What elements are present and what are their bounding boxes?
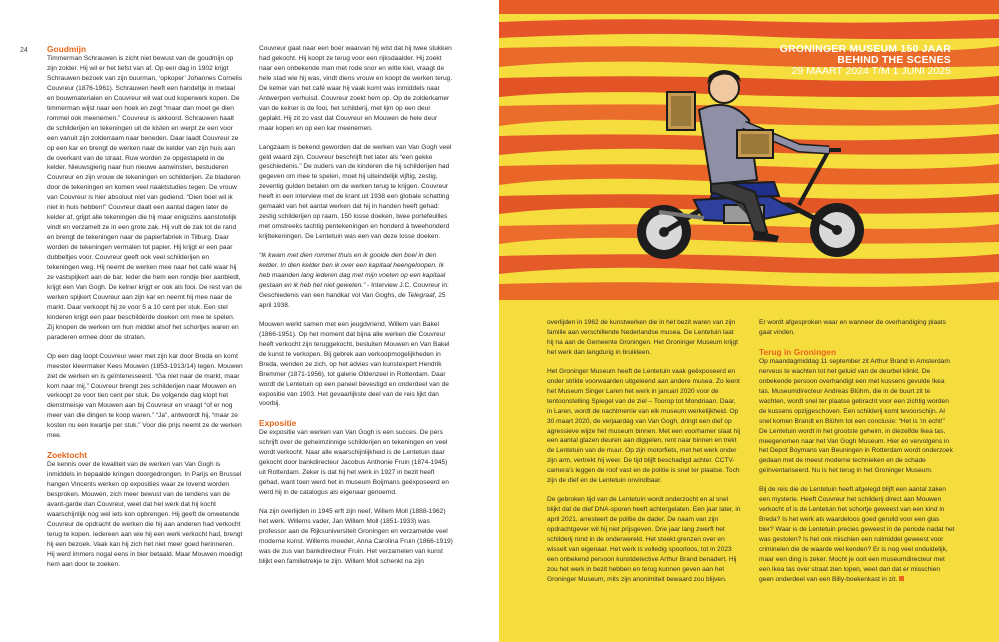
paragraph: Op een dag loopt Couvreur weer met zijn kar door Breda en komt meester kleermaker Kees Mouwen (1853-1913/14) tegen. Mouwen ziet de werken en is geïnteresseerd. “Ga niet naar de markt, maar kom naar mij.” Couvreur brengt zes schilderijen naar Mouwen en verkoopt ze voor tien cent per stuk. De volgende dag klopt het dienstmeisje van Mouwen aan bij Couvreur en vraagt “of er nog meer van die dingen te koop waren.” “Ja”, antwoordt hij, “maar ze kosten nu een kwartje per stuk.” Voor die prijs neemt ze de werken mee. — [47, 352, 243, 440]
paragraph: Langzaam is bekend geworden dat de werken van Van Gogh veel geld waard zijn. Couvreur beschrijft het later als “een gekke geschiedenis.” De ouders van de kinderen die hij schilderijen had gegeven om mee te spelen, moet hij uiteindelijk vijftig, zestig, zeventig gulden betalen om de werken terug te krijgen. Couvreur heeft in een interview met de krant uit 1938 een globale schatting gemaakt van het aantal werken dat hij in handen heeft gehad: zestig schilderijen op raam, 150 losse doeken, twee portefeuilles met omstreeks tachtig pentekeningen en honderd à tweehonderd krijttekeningen. De Lentetuin was een van deze losse doeken. — [259, 143, 452, 241]
paragraph: Er wordt afgesproken waar en wanneer de overhandiging plaats gaat vinden. — [759, 319, 946, 336]
paragraph: De expositie van werken van Van Gogh is een succes. De pers schrijft over de geheimzinnige schilderijen en tekeningen en veel wordt verkocht. Naar alle waarschijnlijkheid is de Lentetuin daar gekocht door bankdirecteur Jacobus Anthonie Fruin (1874-1945) uit Rotterdam. Zeker is dat hij het werk in 1927 in bezit heeft gehad, want toen werd het in museum Boijmans geëxposeerd en werd hij in de catalogus als eigenaar genoemd. — [259, 429, 449, 497]
pull-quote — [259, 251, 453, 311]
paragraph: Na zijn overlijden in 1945 erft zijn neef, Willem Moll (1888-1962) het werk. Willems vader, Jan Willem Moll (1851-1933) was professor aan de Rijksuniversiteit Groningen en verzamelde veel moderne kunst. Willems moeder, Anna Carolina Fruin (1866-1919) was de zus van bankdirecteur Fruin. Het verzamelen van kunst blijkt een familietrekje te zijn. Willem Moll schenkt na zijn — [259, 508, 453, 565]
paragraph-text: Bij de reis die de Lentetuin heeft afgelegd blijft een aantal zaken een mysterie. Heeft Couvreur het schilderij direct aan Mouwen verkocht of is de Lentetuin het schortje geweest van een kind in Breda? Is het werk als waardeloos goed geruild voor een glas bier? Waar is de Lentetuin precies geweest in de periode nadat het was gestolen? Is het ook mischien een ruilmiddel geweest voor criminelen die de waarde wel kenden? Er is nog veel onduidelijk, maar een ding is zeker. Mocht je ooit een museumdirecteur met een Ikea tas over straat zien lopen, weet dan dat er misschien geen onderdeel van een Billy-boekenkast in zit. — [759, 486, 955, 583]
quote-text: “Ik kwam met dien rommel thuis en ik gooide den boel in den kelder. In dien kelder ben ik over een kapitaal heengeloopen. Ik heb maanden lang iederen dag met mijn voeten op een kapitaal gestaan en ik heb het niet geweten.” — [259, 252, 446, 289]
column-2 — [259, 44, 453, 576]
column-1 — [47, 44, 243, 579]
heading-zoektocht: Zoektocht — [47, 450, 88, 461]
paragraph: overlijden in 1962 de kunstwerken die in het bezit waren van zijn familie aan verschillende Nederlandse musea. De Lentetuin laat hij na aan de Gemeente Groningen. Het Groninger Museum krijgt het werk dan langdurig in bruikleen. — [547, 319, 738, 356]
heading-terug-in-groningen: Terug in Groningen — [759, 346, 837, 357]
quote-source: - Interview J.C. Couvreur in: Geschiedenis van een handkar vol Van Goghs, — [259, 281, 449, 299]
column-3 — [547, 318, 741, 594]
paragraph: Couvreur gaat naar een boer waarvan hij wist dat hij twee stukken had gekocht. Hij koopt ze terug voor een rijksdaalder. Hij zoekt naar een onbekende man met rode snor en witte kiel, vraagt de hele stad wie hij was, vindt diens vrouw en koopt de werken terug. De kelner van het café waar hij vaak komt was inmiddels naar Antwerpen verhuisd. Couvreur zoekt hem op. Op de zolderkamer van de kelner is de fooi, het schilderij, met lijm op een deur geplakt. Hij zit zo vast dat Couvreur en Mouwen de hele deur maar kopen en op een kar meenemen. — [259, 45, 453, 132]
quote-paper: de Telegraaf — [398, 291, 435, 299]
header-line-2: BEHIND THE SCENES — [837, 54, 951, 66]
heading-goudmijn: Goudmijn — [47, 44, 87, 54]
paragraph: Op maandagmiddag 11 september zit Arthur Brand in Amsterdam nerveus te wachten tot het geluid van de deurbel klinkt. De onbekende persoon overhandigt een met kussens gevulde Ikea tas. Museumdirecteur Andreas Blühm, die in de buurt zit te wachten, wordt snel ter plaatse gebracht voor een zichtig worden de kussens opzijgeschoven. Een schilderij komt tevoorschijn. Al snel komen Brandt en Blühm tot een conclusie: “Het is ’m echt!” De Lentetuin wordt in het grootste geheim, in diezelfde Ikea tas, meegenomen naar het Van Gogh Museum. Hier en vervolgens in het Depot Boymans van Beuningen in Rotterdam wordt onderzoek gedaan met de meest moderne technieken en de schade geïnventariseerd. Nu is het terug in het Groninger Museum. — [759, 357, 953, 475]
header-line-1: GRONINGER MUSEUM 150 JAAR — [779, 43, 951, 55]
paragraph: Het Groninger Museum heeft de Lentetuin vaak geëxposeerd en onder strikte voorwaarden uitgeleend aan andere musea. Zo leent het Museum Singer Laren het werk in januari 2020 voor de tentoonstelling Spiegel van de ziel – Toorop tot Mondriaan. Daar, in Laren, wordt de nachtmerrie van elk museum werkelijkheid. Op 30 maart 2020, de verjaardag van Van Gogh, dringt een dief op agressieve wijze het museum binnen. Met een voorhamer slaat hij een aantal glazen deuren aan diggelen, rent naar binnen en trekt de Lentetuin van de muur. Op zijn motorfiets, met het werk onder zijn arm, vertrekt hij weer. De tijd blijft beschadigd achter. CCTV-camera’s leggen de roof vast en de politie is snel ter plaatse. Toch zijn de dief en de Lentetuin onvindbaar. — [547, 367, 741, 485]
paragraph: Mouwen werkt samen met een jeugdvriend, Willem van Bakel (1866-1951). Op het moment dat bijna alle werken die Couvreur heeft verkocht zijn teruggekocht, besluiten Mouwen en Van Bakel de kunst te verkopen. Bij gebrek aan verkoopmogelijkheden in Breda, wenden ze zich, op het advies van kunstexpert Hendrik Bremmer (1871-1956), tot galerie Oldenzeel in Rotterdam. Daar wordt de Lentetuin op een paneel bevestigd en onderdeel van de expositie van 1903. Het gevaarlijkste deel van de reis lijkt dan voorbij. — [259, 320, 450, 408]
header-line-3: 29 MAART 2024 T/M 1 JUNI 2025 — [791, 65, 951, 77]
paragraph — [759, 485, 955, 585]
heading-expositie: Expositie — [259, 418, 297, 429]
column-4 — [759, 318, 955, 594]
paragraph: De gebroken tijd van de Lentetuin wordt onderzocht en al snel blijkt dat de dief DNA-sporen heeft achtergelaten. Een jaar later, in april 2021, arresteert de politie de dader. De naam van zijn opdrachtgever wil hij niet prijsgeven. Drie jaar lang zwerft het schilderij rond in de onderwereld. Het steekt grenzen over en wisselt van eigenaar. Het werk is volledig spoorloos, tot in 2023 een onbekend persoon kunstdetective Arthur Brand benadert. Hij zou het werk in bezit hebben en terug kunnen geven aan het Groninger Museum, mits zijn anonimiteit bewaard zou blijven. — [547, 496, 741, 583]
exhibition-header — [780, 44, 951, 77]
paragraph: De kennis over de kwaliteit van de werken van Van Gogh is inmiddels in bepaalde kringen doorgedrongen. In Parijs en Brussel hangen Vincents werken op exposities waar ze lovend worden besproken. Mouwen, zich meer bewust van de tendens van de avant-garde dan Couvreur, weet dat het werk dat hij kocht waarschijnlijk nog wel iets kon opbrengen. Hij geeft de onwetende Couvreur de opdracht de werken die hij aan anderen had verkocht terug te kopen. Iedereen aan wie hij een werk verkocht had, brengt hij een bezoek. Vaak kan hij zich het niet meer goed herinneren. Hij werd immers nogal eens in bier betaald. Maar Mouwen moedigt hem aan door te zoeken. — [47, 461, 243, 568]
quote-date: , 25 april 1938. — [259, 291, 446, 309]
paragraph: Timmerman Schrauwen is zicht niet bewust van de goudmijn op zijn zolder. Hij wil er het liefst van af. Op een dag in 1902 krijgt Schrauwen bezoek van zijn buurman, ‘opkoper’ Johannes Cornelis Couvreur (1876-1961). Schrauwen heeft een handeltje in metaal en bouwmaterialen en Couvreur wil wat oud koperwerk kopen. De timmerman wijst naar een hoek en zegt “maar dan moet ge dien rommel ook meenemen.” Couvreur is akkoord. Schrauwen haalt de schilderijen en tekeningen uit de kisten en werpt ze een voor een vanuit zijn zolderraam naar beneden. Daar laadt Couvreur ze op een kar en brengt de werken naar de kelder van zijn huis aan de overkant van de straat. Ruw worden ze opgestapeld in de kelder. Nieuwsgierig naar hun nieuwe aanwinsten, bestuderen Couvreur en zijn vrouw de tekeningen en schilderijen. Ze bladeren door de tekeningen en komen veel naaktstudies tegen. De vrouw van Couvreur is hier absoluut niet van gediend. “Dien boel wil ik niet in huis hebben!” Couvreur daalt een aantal dagen later de kelder af, grijpt alle tekeningen die hij maar enigszins aanstotelijk vindt en verzamelt ze in een grote zak. Hij vult de zak tot de rand en brengt de tekeningen naar de papierfabriek in Tilburg. Daar worden de tekeningen vermalen tot papier. Hij krijgt er een paar dubbeltjes voor. Couvreur geeft ook veel schilderijen en tekeningen weg. Hij neemt de werken mee naar het café waar hij ze vastspijkert aan de bar. Ieder die hem een rondje bier aanbiedt, krijgt een Van Gogh. De kelner krijgt er ook als fooi. De rest van de werken spijkert Couvreur aan zijn kar en neemt hij mee naar de markt. Daar verkoopt hij ze voor 5 a 10 cent per stuk. Een stel kinderen krijgt een paar beschilderde doeken om mee te spelen. Zij knopen de werken om hun middel alsof het schortjes waren en paraderen ermee door de straten. — [47, 55, 242, 341]
left-page — [0, 0, 499, 642]
page-number: 24 — [20, 47, 28, 54]
end-mark-icon — [899, 576, 904, 581]
